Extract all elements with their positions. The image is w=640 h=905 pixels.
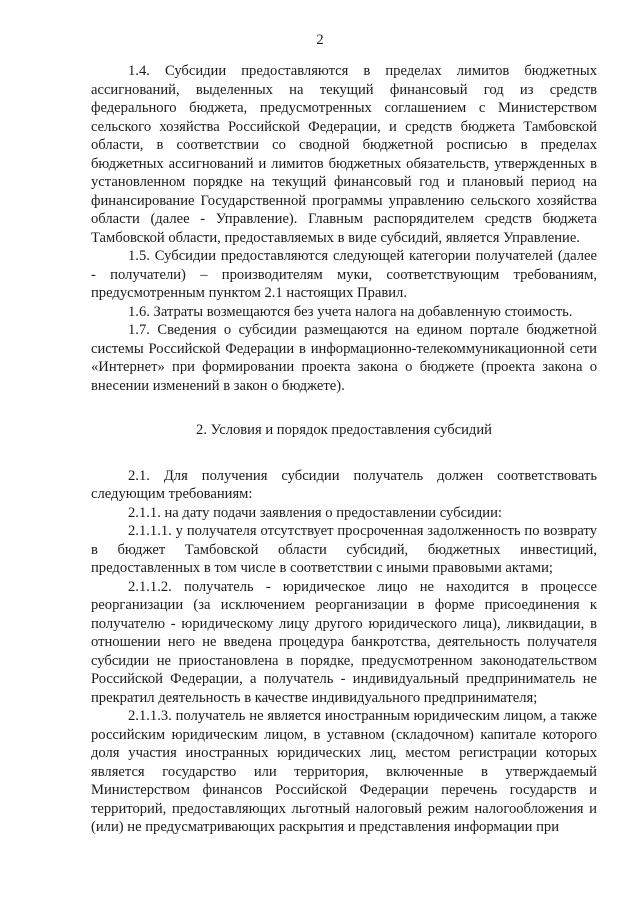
paragraph-2-1-1: 2.1.1. на дату подачи заявления о предоставлении субсидии: [128, 504, 502, 521]
paragraph-2-1-1-1: 2.1.1.1. у получателя отсутствует просроченная задолженность по возврату в бюджет Тамбовской области субсидий, бюджетных инвестиций, предоставленных в том числе в соответствии с иными правовыми актами; [91, 523, 597, 576]
page-number: 2 [316, 32, 324, 48]
paragraph-2-1-1-3: 2.1.1.3. получатель не является иностранным юридическим лицом, а также российским юридическим лицом, в уставном (складочном) капитале которого доля участия иностранных юридических лиц, местом регистрации которых является государство или территория, включенные в утверждаемый Министерством финансов Российской Федерации перечень государств и территорий, предоставляющих льготный налоговый режим налогообложения и (или) не предусматривающих раскрытия и представления информации при [91, 708, 597, 835]
section-heading: 2. Условия и порядок предоставления субсидий [196, 422, 492, 438]
paragraph-1-7: 1.7. Сведения о субсидии размещаются на едином портале бюджетной системы Российской Федерации в информационно-телекоммуникационной сети «Интернет» при формировании проекта закона о бюджете (проекта закона о внесении изменений в закон о бюджете). [91, 322, 597, 394]
paragraph-1-4: 1.4. Субсидии предоставляются в пределах лимитов бюджетных ассигнований, выделенных на текущий финансовый год из средств федерального бюджета, предусмотренных соглашением с Министерством сельского хозяйства Российской Федерации, и средств бюджета Тамбовской области, в соответствии со сводной бюджетной росписью в пределах бюджетных ассигнований и лимитов бюджетных обязательств, утвержденных в установленном порядке на текущий финансовый год и плановый период на финансирование Государственной программы управлению сельского хозяйства области (далее - Управление). Главным распорядителем средств бюджета Тамбовской области, предоставляемых в виде субсидий, является Управление. [91, 63, 597, 246]
paragraph-1-6: 1.6. Затраты возмещаются без учета налога на добавленную стоимость. [128, 303, 573, 320]
paragraph-1-5: 1.5. Субсидии предоставляются следующей категории получателей (далее - получатели) – производителям муки, соответствующим требованиям, предусмотренным пунктом 2.1 настоящих Правил. [91, 248, 597, 301]
paragraph-2-1-1-2: 2.1.1.2. получатель - юридическое лицо не находится в процессе реорганизации (за исключением реорганизации в форме присоединения к получателю - юридическому лицу другого юридического лица), ликвидации, в отношении него не введена процедура банкротства, деятельность получателя субсидии не приостановлена в порядке, предусмотренном законодательством Российской Федерации, а получатель - индивидуальный предприниматель не прекратил деятельность в качестве индивидуального предпринимателя; [91, 578, 597, 706]
document-body [91, 62, 597, 837]
paragraph-2-1: 2.1. Для получения субсидии получатель должен соответствовать следующим требованиям: [91, 467, 597, 502]
